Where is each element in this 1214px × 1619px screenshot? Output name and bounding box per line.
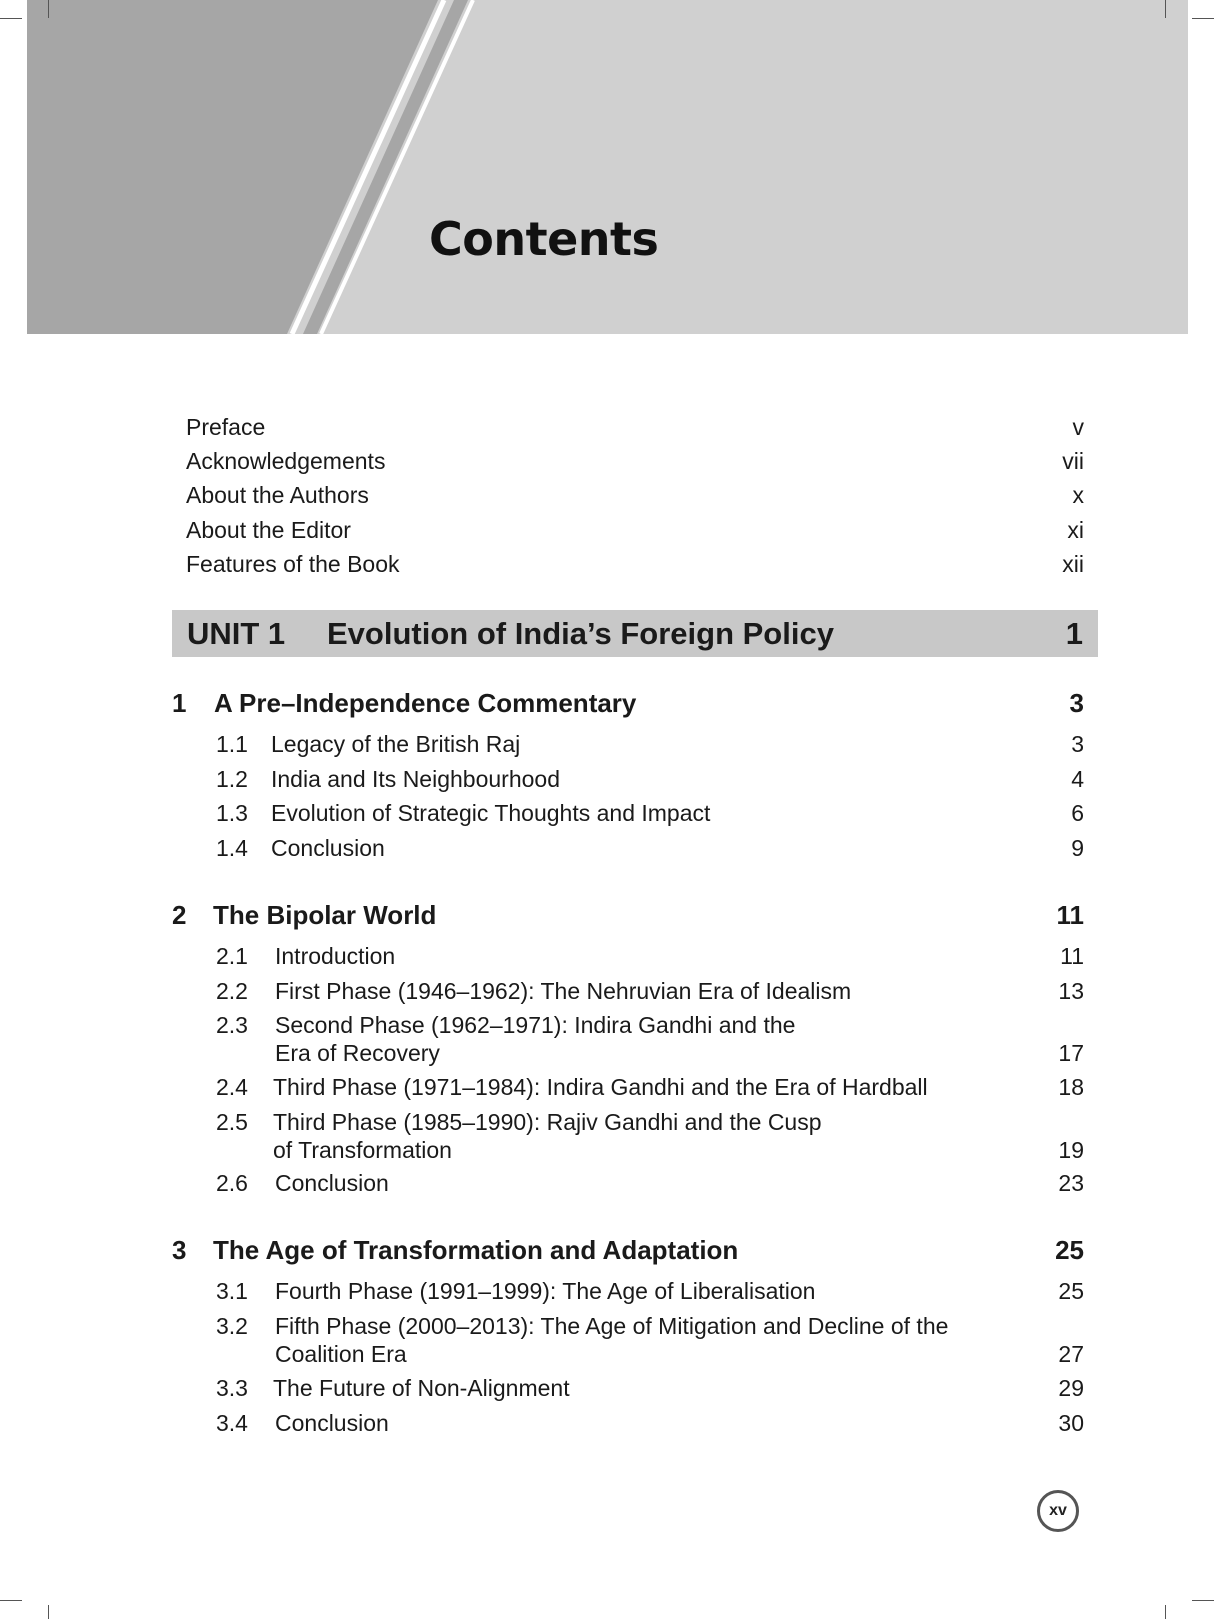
unit-page: 1 (1065, 616, 1083, 651)
section-page: 3 (1071, 731, 1084, 757)
section-number: 2.2 (216, 978, 248, 1004)
section-item[interactable] (216, 1011, 1084, 1067)
toc-item-page: v (1072, 414, 1084, 440)
page-title: Contents (429, 212, 659, 266)
chapter-number: 1 (172, 688, 187, 718)
section-page: 9 (1071, 835, 1084, 861)
page-number: xv (1037, 1490, 1079, 1532)
toc-item-page: x (1072, 482, 1084, 508)
toc-item-about-editor[interactable] (186, 515, 1084, 545)
section-item[interactable] (216, 1312, 1084, 1368)
section-item[interactable] (216, 977, 1084, 1005)
section-page: 11 (1060, 943, 1084, 969)
section-page: 19 (1058, 1137, 1084, 1163)
toc-item-label: Features of the Book (186, 551, 400, 577)
section-title: Legacy of the British Raj (271, 731, 521, 757)
section-item[interactable] (216, 1073, 1084, 1101)
chapter-title: The Age of Transformation and Adaptation (213, 1235, 739, 1265)
toc-item-features[interactable] (186, 549, 1084, 579)
toc-item-page: xi (1067, 517, 1084, 543)
section-item[interactable] (216, 1169, 1084, 1197)
unit-heading[interactable] (172, 610, 1098, 657)
section-item[interactable] (216, 834, 1084, 862)
section-page: 23 (1058, 1170, 1084, 1196)
section-page: 6 (1071, 800, 1084, 826)
chapter-heading[interactable] (172, 898, 1084, 932)
toc-item-about-authors[interactable] (186, 480, 1084, 510)
section-number: 2.4 (216, 1074, 248, 1100)
toc-item-label: Preface (186, 414, 266, 440)
toc-item-preface[interactable] (186, 412, 1084, 442)
toc-item-label: About the Editor (186, 517, 351, 543)
chapter-heading[interactable] (172, 686, 1084, 720)
section-title-continued: Coalition Era (275, 1341, 407, 1367)
section-number: 1.4 (216, 835, 248, 861)
section-title: Fourth Phase (1991–1999): The Age of Liberalisation (275, 1278, 816, 1304)
section-number: 3.2 (216, 1313, 248, 1339)
section-item[interactable] (216, 765, 1084, 793)
section-title: First Phase (1946–1962): The Nehruvian Era of Idealism (275, 978, 852, 1004)
toc-item-page: xii (1062, 551, 1084, 577)
unit-label: UNIT 1 (187, 616, 286, 651)
chapter-number: 3 (172, 1235, 187, 1265)
section-number: 2.6 (216, 1170, 248, 1196)
toc-item-label: Acknowledgements (186, 448, 386, 474)
section-title: Conclusion (271, 835, 385, 861)
section-title: Conclusion (275, 1170, 389, 1196)
section-item[interactable] (216, 799, 1084, 827)
section-item[interactable] (216, 1108, 1084, 1164)
section-item[interactable] (216, 1409, 1084, 1437)
section-title: Introduction (275, 943, 396, 969)
section-item[interactable] (216, 730, 1084, 758)
chapter-page: 11 (1056, 900, 1084, 930)
toc-item-label: About the Authors (186, 482, 369, 508)
section-number: 2.5 (216, 1109, 248, 1135)
section-item[interactable] (216, 942, 1084, 970)
section-title: Fifth Phase (2000–2013): The Age of Mitigation and Decline of the (275, 1313, 949, 1339)
section-number: 1.2 (216, 766, 248, 792)
chapter-heading[interactable] (172, 1233, 1084, 1267)
section-page: 29 (1058, 1375, 1084, 1401)
section-title-continued: of Transformation (273, 1137, 452, 1163)
section-title: Third Phase (1985–1990): Rajiv Gandhi and the Cusp (273, 1109, 822, 1135)
chapter-title: A Pre–Independence Commentary (214, 688, 637, 718)
section-title: The Future of Non-Alignment (273, 1375, 570, 1401)
section-title-continued: Era of Recovery (275, 1040, 440, 1066)
chapter-title: The Bipolar World (213, 900, 437, 930)
section-page: 13 (1058, 978, 1084, 1004)
section-page: 18 (1058, 1074, 1084, 1100)
chapter-page: 3 (1069, 688, 1084, 718)
toc-item-page: vii (1062, 448, 1084, 474)
section-title: India and Its Neighbourhood (271, 766, 560, 792)
section-number: 3.1 (216, 1278, 248, 1304)
section-page: 17 (1058, 1040, 1084, 1066)
section-item[interactable] (216, 1277, 1084, 1305)
toc-item-acknowledgements[interactable] (186, 446, 1084, 476)
section-page: 4 (1071, 766, 1084, 792)
section-page: 30 (1058, 1410, 1084, 1436)
section-number: 2.3 (216, 1012, 248, 1038)
unit-title: Evolution of India’s Foreign Policy (327, 616, 834, 651)
section-title: Conclusion (275, 1410, 389, 1436)
section-number: 1.3 (216, 800, 248, 826)
section-item[interactable] (216, 1374, 1084, 1402)
section-page: 27 (1058, 1341, 1084, 1367)
section-page: 25 (1058, 1278, 1084, 1304)
section-title: Third Phase (1971–1984): Indira Gandhi and the Era of Hardball (273, 1074, 928, 1100)
chapter-page: 25 (1055, 1235, 1084, 1265)
section-number: 2.1 (216, 943, 248, 969)
section-title: Second Phase (1962–1971): Indira Gandhi and the (275, 1012, 796, 1038)
chapter-number: 2 (172, 900, 187, 930)
section-number: 1.1 (216, 731, 248, 757)
section-number: 3.4 (216, 1410, 248, 1436)
section-title: Evolution of Strategic Thoughts and Impact (271, 800, 711, 826)
section-number: 3.3 (216, 1375, 248, 1401)
